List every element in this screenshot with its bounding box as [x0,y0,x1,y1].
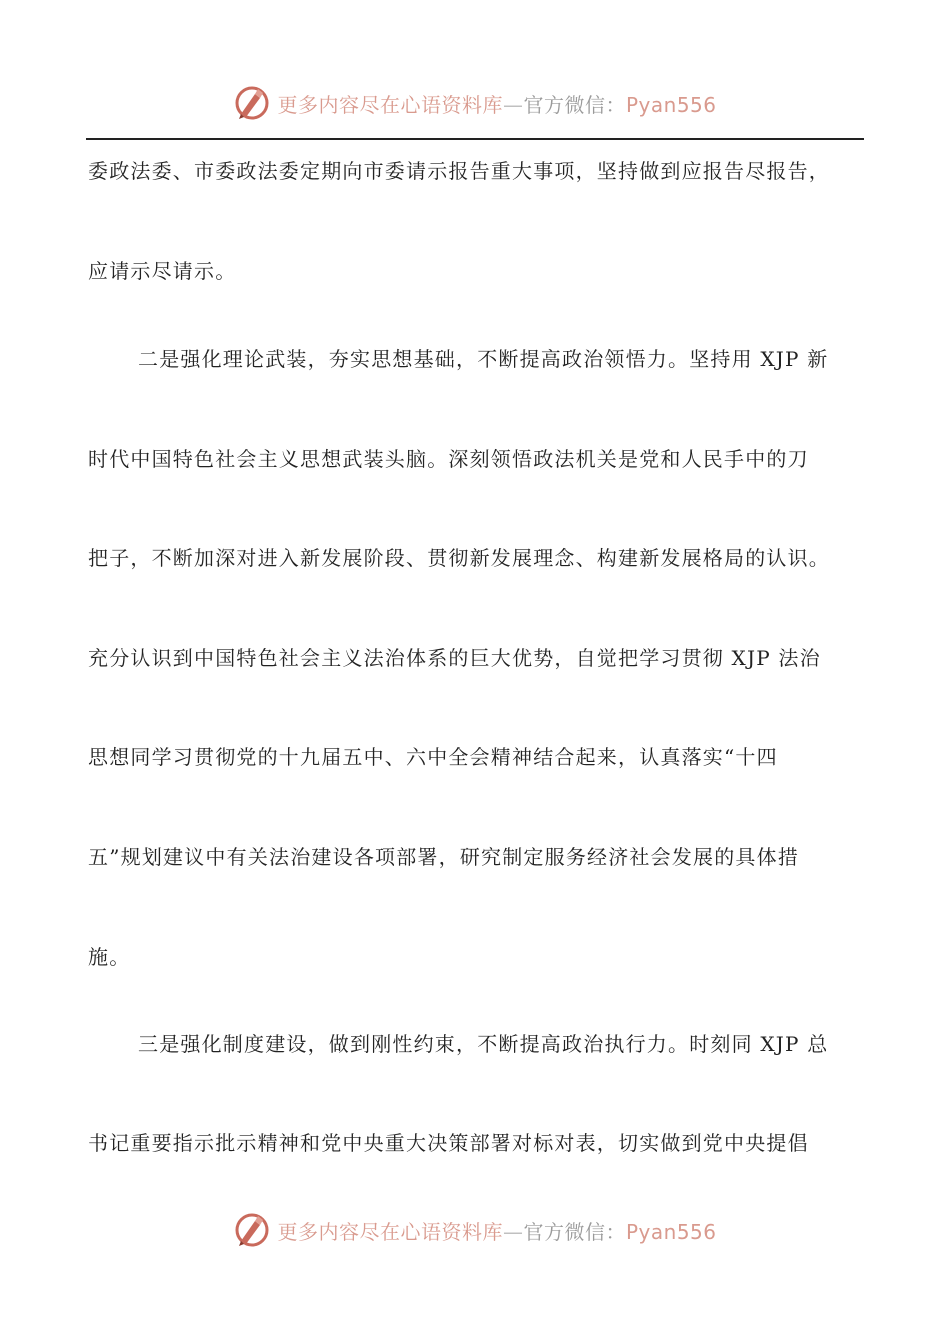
watermark-footer [0,1211,950,1249]
body-line: 五”规划建议中有关法治建设各项部署，研究制定服务经济社会发展的具体措 [88,845,800,869]
body-line: 应请示尽请示。 [88,259,237,283]
body-line: 三是强化制度建设，做到刚性约束，不断提高政治执行力。时刻同 XJP 总 [138,1032,829,1056]
watermark-dash: — [502,1219,524,1244]
body-line: 时代中国特色社会主义思想武装头脑。深刻领悟政法机关是党和人民手中的刀 [88,447,809,471]
body-line: 书记重要指示批示精神和党中央重大决策部署对标对表，切实做到党中央提倡 [88,1131,809,1155]
body-line: 充分认识到中国特色社会主义法治体系的巨大优势，自觉把学习贯彻 XJP 法治 [88,646,821,670]
body-line: 委政法委、市委政法委定期向市委请示报告重大事项，坚持做到应报告尽报告， [88,159,830,183]
pen-logo-icon [233,1211,271,1249]
body-line: 施。 [88,945,131,969]
watermark-brand: 更多内容尽在心语资料库 [277,92,503,117]
watermark-wechat-label: 官方微信： [523,92,626,117]
watermark-wechat-id: Pyan556 [625,1219,717,1244]
watermark-text [277,1216,716,1245]
watermark-wechat-id: Pyan556 [625,92,717,117]
body-line: 二是强化理论武装，夯实思想基础，不断提高政治领悟力。坚持用 XJP 新 [138,347,829,371]
watermark-header [0,84,950,122]
pen-logo-icon [233,84,271,122]
watermark-dash: — [502,92,524,117]
watermark-wechat-label: 官方微信： [523,1219,626,1244]
body-line: 思想同学习贯彻党的十九届五中、六中全会精神结合起来，认真落实“十四 [88,745,778,769]
watermark-text [277,89,716,118]
header-rule [86,138,864,140]
body-line: 把子，不断加深对进入新发展阶段、贯彻新发展理念、构建新发展格局的认识。 [88,546,830,570]
watermark-brand: 更多内容尽在心语资料库 [277,1219,503,1244]
